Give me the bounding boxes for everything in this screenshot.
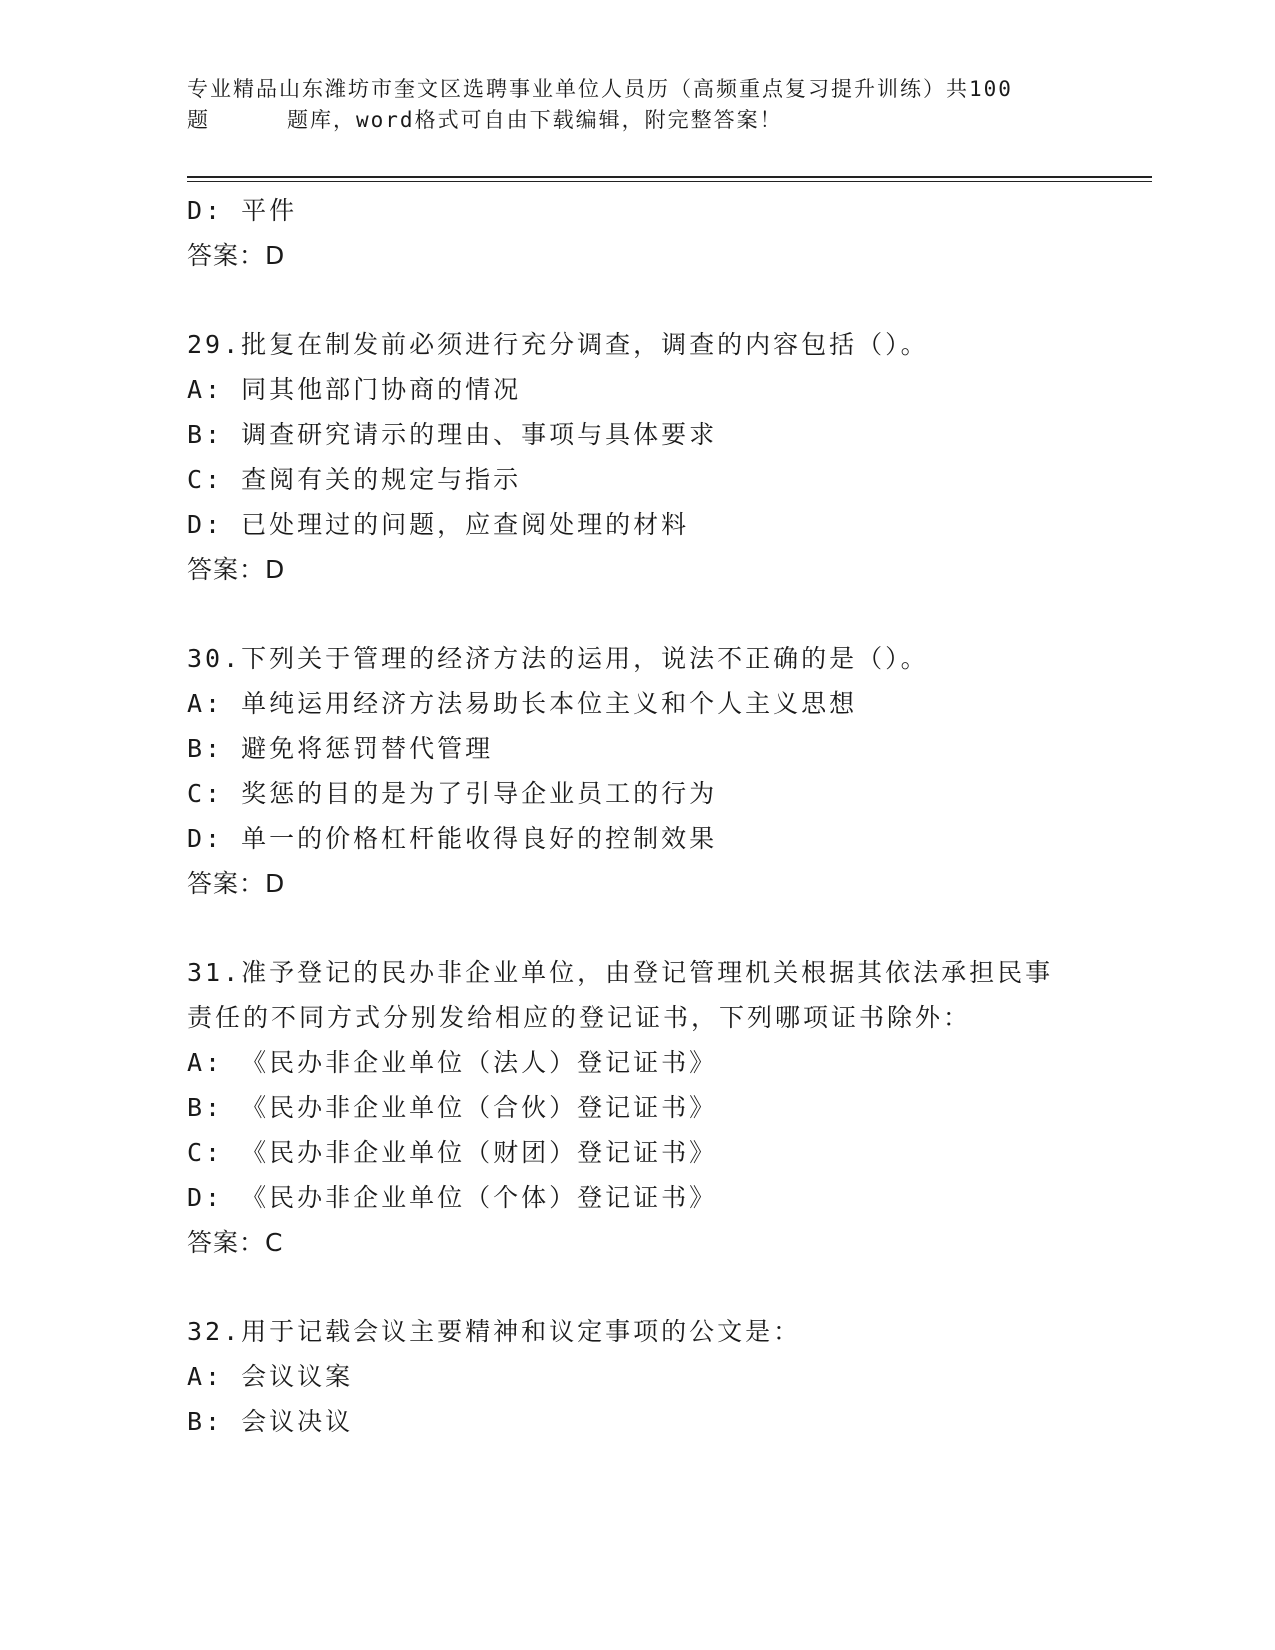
question-stem: 32.用于记载会议主要精神和议定事项的公文是： [187,1317,802,1346]
spacer [187,906,1117,950]
spacer [187,1265,1117,1309]
option-a: A: 《民办非企业单位（法人）登记证书》 [187,1048,718,1077]
option-d: D: 已处理过的问题，应查阅处理的材料 [187,510,690,539]
spacer [187,592,1117,636]
option-d: D: 单一的价格杠杆能收得良好的控制效果 [187,824,718,853]
answer-line: 答案：D [187,869,286,898]
header-subtitle-right: 题库，word格式可自由下载编辑，附完整答案！ [287,108,783,132]
question-30 [187,636,1117,906]
question-32 [187,1309,1117,1444]
option-c: C: 《民办非企业单位（财团）登记证书》 [187,1138,718,1167]
option-c: C: 奖惩的目的是为了引导企业员工的行为 [187,779,718,808]
header-rule-thin [187,181,1152,182]
option-d: D: 《民办非企业单位（个体）登记证书》 [187,1183,718,1212]
answer-line: 答案：C [187,1228,284,1257]
answer-line: 答案：D [187,241,286,270]
question-stem-line-2: 责任的不同方式分别发给相应的登记证书，下列哪项证书除外： [187,1003,972,1032]
header-subtitle-line [187,105,1087,136]
option-b: B: 避免将惩罚替代管理 [187,734,494,763]
option-a: A: 同其他部门协商的情况 [187,375,522,404]
document-body [187,188,1117,1444]
header-title-line: 专业精品山东潍坊市奎文区选聘事业单位人员历（高频重点复习提升训练）共100 [187,77,1013,101]
header-subtitle-left: 题 [187,108,210,132]
question-stem: 29.批复在制发前必须进行充分调查，调查的内容包括（）。 [187,330,929,359]
document-header [187,74,1087,136]
option-b: B: 《民办非企业单位（合伙）登记证书》 [187,1093,718,1122]
option-a: A: 单纯运用经济方法易助长本位主义和个人主义思想 [187,689,858,718]
option-c: C: 查阅有关的规定与指示 [187,465,522,494]
question-29 [187,322,1117,592]
option-b: B: 调查研究请示的理由、事项与具体要求 [187,420,718,449]
question-31 [187,950,1117,1265]
header-rule-thick [187,176,1152,178]
question-28-tail [187,188,1117,278]
option-b: B: 会议决议 [187,1407,354,1436]
question-stem: 30.下列关于管理的经济方法的运用，说法不正确的是（）。 [187,644,929,673]
spacer [187,278,1117,322]
question-stem-line-1: 31.准予登记的民办非企业单位，由登记管理机关根据其依法承担民事 [187,958,1054,987]
answer-line: 答案：D [187,555,286,584]
option-d: D: 平件 [187,196,298,225]
option-a: A: 会议议案 [187,1362,354,1391]
